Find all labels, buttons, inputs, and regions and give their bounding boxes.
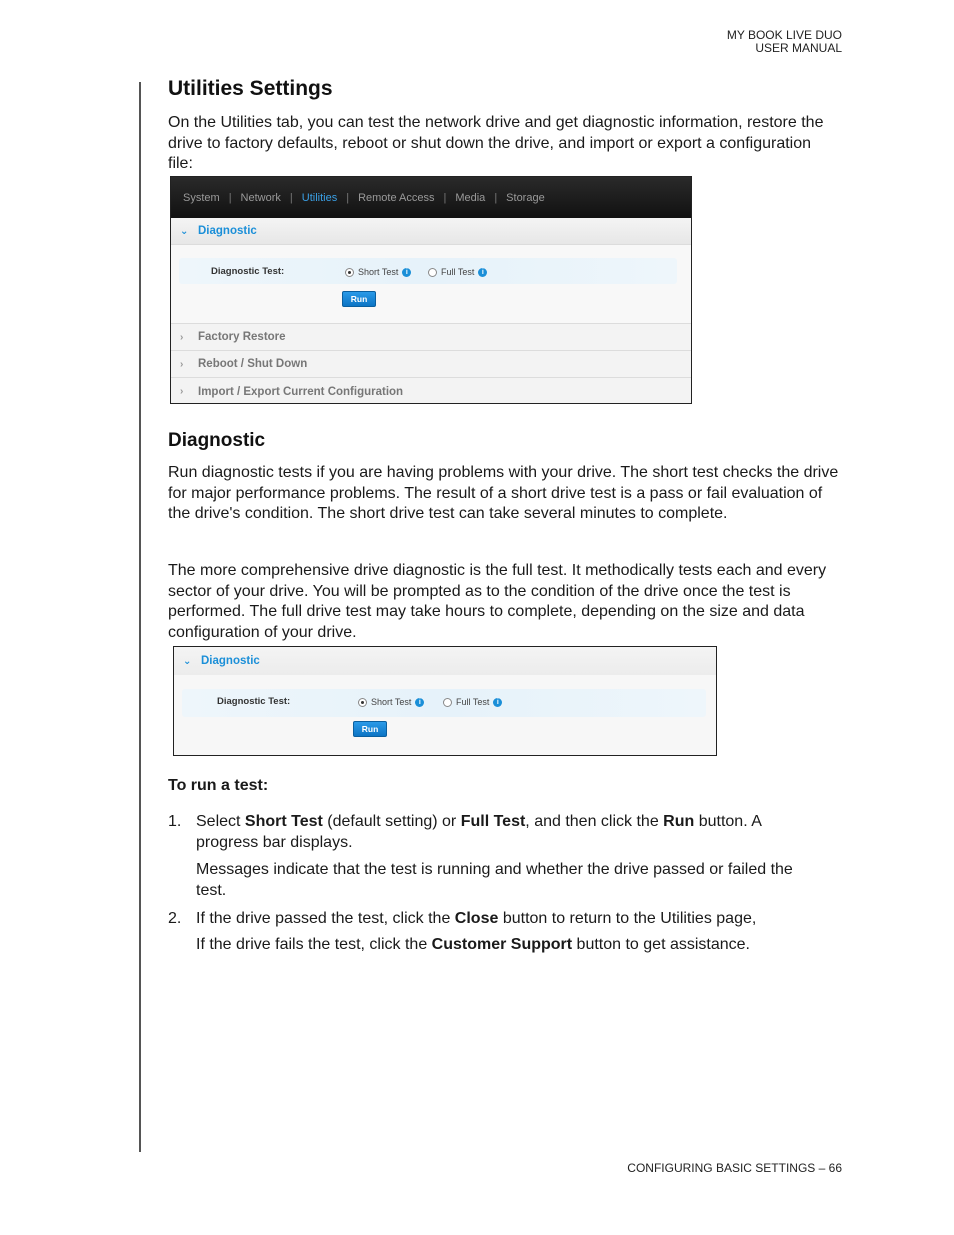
tab-storage[interactable]: Storage [506, 191, 545, 204]
short-test-radio[interactable] [345, 267, 411, 277]
header-manual: USER MANUAL [755, 41, 842, 55]
short-test-label: Short Test [358, 267, 399, 277]
run-button[interactable]: Run [353, 721, 387, 737]
utilities-screenshot [170, 176, 692, 404]
diagnostic-para-1: Run diagnostic tests if you are having problems with your drive. The short test checks the drive for major performance problems. The result of a short drive test is a pass or fail evaluation of the drive's condition. The short drive test can take several minutes to complete. [168, 464, 839, 522]
tab-utilities[interactable]: Utilities [301, 191, 338, 204]
radio-selected-icon [358, 698, 367, 707]
radio-selected-icon [345, 268, 354, 277]
reboot-shutdown-label: Reboot / Shut Down [198, 358, 308, 370]
import-export-section[interactable] [171, 378, 691, 404]
section-title-utilities: Utilities Settings [168, 77, 333, 100]
utilities-intro: On the Utilities tab, you can test the network drive and get diagnostic information, restore the drive to factory defaults, reboot or shut down the drive, and import or export a configuration file: [168, 114, 824, 172]
step-1-text: Select Short Test (default setting) or Full Test, and then click the Run button. A progress bar displays. [196, 813, 761, 851]
info-icon[interactable]: i [478, 268, 487, 277]
chevron-right-icon: › [180, 386, 184, 397]
factory-restore-label: Factory Restore [198, 331, 286, 343]
diagnostic-panel [171, 245, 691, 324]
nav-bar: System | Network | Utilities | Remote Access | Media | Storage [171, 177, 691, 218]
info-icon[interactable]: i [493, 698, 502, 707]
margin-rule [139, 82, 141, 1152]
radio-unselected-icon [443, 698, 452, 707]
step-1-number: 1. [168, 813, 182, 830]
radio-unselected-icon [428, 268, 437, 277]
info-icon[interactable]: i [402, 268, 411, 277]
step-2-note: If the drive fails the test, click the Customer Support button to get assistance. [196, 936, 750, 953]
factory-restore-section[interactable] [171, 324, 691, 351]
tab-system[interactable]: System [183, 191, 220, 204]
section-title-diagnostic: Diagnostic [168, 430, 266, 451]
step-2-number: 2. [168, 910, 182, 927]
procedure-heading: To run a test: [168, 777, 269, 794]
info-icon[interactable]: i [415, 698, 424, 707]
running-header [727, 29, 842, 55]
reboot-shutdown-section[interactable] [171, 351, 691, 378]
header-product: MY BOOK LIVE DUO [726, 28, 842, 42]
tab-remote-access[interactable]: Remote Access [358, 191, 435, 204]
full-test-radio[interactable] [443, 697, 502, 707]
diagnostic-para-2: The more comprehensive drive diagnostic is the full test. It methodically tests each and every sector of your drive. You will be prompted as to the condition of the drive once the test is performed. The full drive test may take hours to complete, depending on the size and data configuration of your drive. [168, 562, 827, 641]
tab-media[interactable]: Media [455, 191, 486, 204]
chevron-down-icon: ⌄ [180, 225, 189, 237]
import-export-label: Import / Export Current Configuration [198, 385, 404, 398]
running-footer: CONFIGURING BASIC SETTINGS – 66 [627, 1161, 842, 1175]
diagnostic-section-label: Diagnostic [198, 225, 257, 237]
chevron-down-icon: ⌄ [183, 655, 192, 667]
full-test-label: Full Test [456, 697, 490, 707]
diagnostic-section-label: Diagnostic [201, 655, 260, 667]
short-test-radio[interactable] [358, 697, 424, 707]
diagnostic-test-label: Diagnostic Test: [211, 266, 285, 277]
diagnostic-test-label: Diagnostic Test: [217, 696, 291, 707]
full-test-radio[interactable] [428, 267, 487, 277]
diagnostic-section-header[interactable] [174, 647, 716, 675]
chevron-right-icon: › [180, 331, 184, 343]
step-1-note: Messages indicate that the test is running and whether the drive passed or failed the test. [196, 861, 793, 899]
diagnostic-screenshot [173, 646, 717, 756]
full-test-label: Full Test [441, 267, 475, 277]
chevron-right-icon: › [180, 358, 184, 370]
tab-network[interactable]: Network [240, 191, 281, 204]
step-2-text: If the drive passed the test, click the Close button to return to the Utilities page, [196, 910, 757, 927]
short-test-label: Short Test [371, 697, 412, 707]
diagnostic-section-header[interactable] [171, 218, 691, 245]
run-button[interactable]: Run [342, 291, 376, 307]
